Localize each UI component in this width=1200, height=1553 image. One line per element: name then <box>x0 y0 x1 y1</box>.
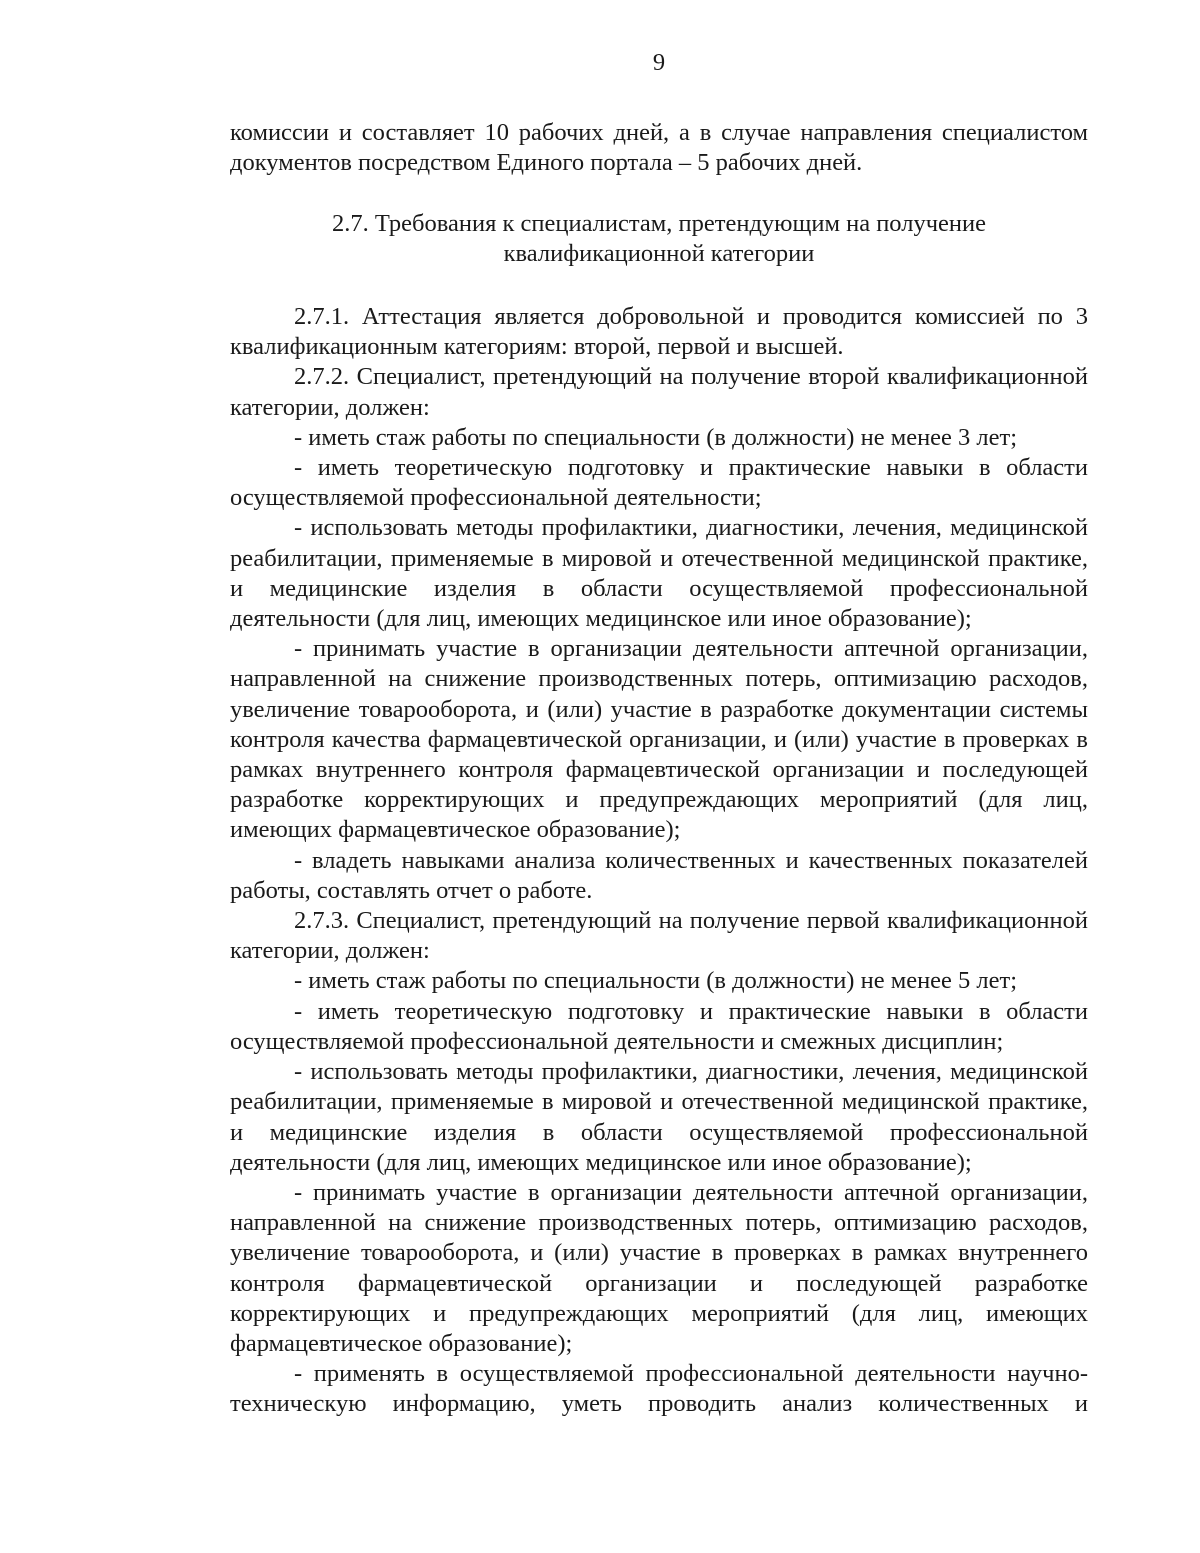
paragraph-2-7-1: 2.7.1. Аттестация является добровольной и проводится комиссией по 3 квалификационным категориям: второй, первой и высшей. <box>230 303 1088 361</box>
document-page <box>230 48 1088 1420</box>
list-item: - иметь стаж работы по специальности (в должности) не менее 5 лет; <box>294 967 1018 995</box>
page-number: 9 <box>652 49 666 76</box>
intro-paragraph: комиссии и составляет 10 рабочих дней, а в случае направления специалистом документов посредством Единого портала – 5 рабочих дней. <box>230 119 1088 177</box>
paragraph-2-7-2: 2.7.2. Специалист, претендующий на получение второй квалификационной категории, должен: <box>230 363 1088 421</box>
list-item: - иметь стаж работы по специальности (в должности) не менее 3 лет; <box>294 423 1018 451</box>
list-item: - иметь теоретическую подготовку и практические навыки в области осуществляемой профессиональной деятельности и смежных дисциплин; <box>230 997 1088 1055</box>
paragraph-2-7-3: 2.7.3. Специалист, претендующий на получение первой квалификационной категории, должен: <box>230 907 1088 965</box>
list-item: - использовать методы профилактики, диагностики, лечения, медицинской реабилитации, применяемые в мировой и отечественной медицинской практике, и медицинские изделия в области осуществляемой профессиональной деятельности (для лиц, имеющих медицинское или иное образование); <box>230 1058 1088 1176</box>
section-heading-line-2: квалификационной категории <box>503 239 815 267</box>
section-heading <box>230 209 1088 269</box>
list-item: - использовать методы профилактики, диагностики, лечения, медицинской реабилитации, применяемые в мировой и отечественной медицинской практике, и медицинские изделия в области осуществляемой профессиональной деятельности (для лиц, имеющих медицинское или иное образование); <box>230 514 1088 633</box>
list-item: - принимать участие в организации деятельности аптечной организации, направленной на снижение производственных потерь, оптимизацию расходов, увеличение товарооборота, и (или) участие в разработке документации системы контроля качества фармацевтической организации, и (или) участие в проверках в рамках внутреннего контроля фармацевтической организации и последующей разработке корректирующих и предупреждающих мероприятий (для лиц, имеющих фармацевтическое образование); <box>230 635 1088 844</box>
list-item: - владеть навыками анализа количественных и качественных показателей работы, составлять отчет о работе. <box>230 846 1088 904</box>
list-item: - иметь теоретическую подготовку и практические навыки в области осуществляемой профессиональной деятельности; <box>230 454 1088 512</box>
list-item: - применять в осуществляемой профессиональной деятельности научно-техническую информацию, уметь проводить анализ количественных и <box>230 1360 1088 1418</box>
section-heading-line-1: 2.7. Требования к специалистам, претендующим на получение <box>332 209 986 237</box>
list-item: - принимать участие в организации деятельности аптечной организации, направленной на снижение производственных потерь, оптимизацию расходов, увеличение товарооборота, и (или) участие в проверках в рамках внутреннего контроля фармацевтической организации и последующей разработке корректирующих и предупреждающих мероприятий (для лиц, имеющих фармацевтическое образование); <box>230 1178 1088 1357</box>
